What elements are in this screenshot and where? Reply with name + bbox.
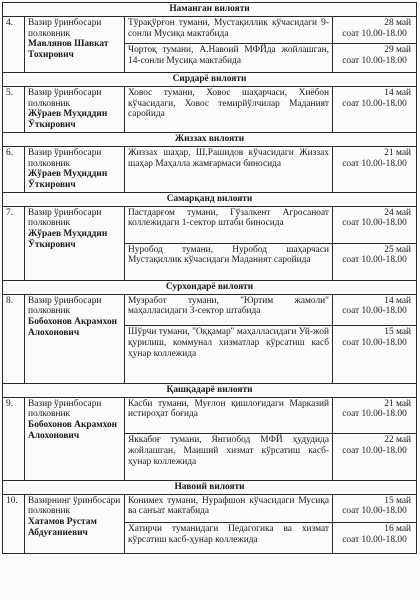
region-title: Жиззах вилояти xyxy=(3,132,417,146)
official-name: Хатамов Рустам Абдуғаниевич xyxy=(28,517,97,538)
region-title: Сурхондарё вилояти xyxy=(3,280,417,294)
event-location: Касби тумани, Муғлон қишлоғидаги Марказий истироҳат боғида xyxy=(125,397,333,434)
event-time: соат 10.00-18.00 xyxy=(342,218,407,229)
entry-number: 5. xyxy=(3,87,25,133)
official-position: Вазир ўринбосари полковник xyxy=(28,88,102,109)
region-title: Сирдарё вилояти xyxy=(3,73,417,87)
region-header-row xyxy=(3,192,417,206)
event-date: 24 май xyxy=(384,207,412,218)
official-cell xyxy=(25,397,125,480)
event-location: Ховос тумани, Ховос шаҳарчаси, Хиёбон кўчасидаги, Ховос темирйўлчилар Маданият саройида xyxy=(125,87,333,133)
official-cell xyxy=(25,17,125,73)
official-position: Вазирнинг ўринбосари полковник xyxy=(28,495,121,517)
official-name: Жўраев Муҳиддин Ўткирович xyxy=(28,109,108,131)
entry-number: 6. xyxy=(3,146,25,192)
official-name: Мавлянов Шавкат Тохирович xyxy=(28,39,109,61)
event-date-cell xyxy=(333,294,417,326)
table-row xyxy=(3,494,417,522)
region-title: Навоий вилояти xyxy=(3,480,417,494)
region-header-row xyxy=(3,383,417,397)
table-row xyxy=(3,294,417,326)
event-location: Хатирчи туманидаги Педагогика ва хизмат кўрсатиш касб-ҳунар коллежида xyxy=(125,523,333,554)
entry-number: 4. xyxy=(3,17,25,73)
event-date-cell xyxy=(333,17,417,44)
event-time: соат 10.00-18.00 xyxy=(342,55,407,66)
schedule-table xyxy=(2,2,417,554)
table-row xyxy=(3,206,417,243)
official-position: Вазир ўринбосари полковник xyxy=(28,147,102,169)
event-location: Шўрчи тумани, "Оққамар" маҳалласидаги Уй-жой қурилиш, коммунал хизматлар кўрсатиш касб ҳунар коллежида xyxy=(125,326,333,383)
event-date-cell xyxy=(333,397,417,434)
table-row xyxy=(3,87,417,133)
official-cell xyxy=(25,494,125,553)
entry-number: 8. xyxy=(3,294,25,383)
table-row xyxy=(3,397,417,434)
event-time: соат 10.00-18.00 xyxy=(342,409,407,420)
event-date: 16 май xyxy=(384,524,412,535)
region-title: Самарқанд вилояти xyxy=(3,192,417,206)
official-name: Бобохонов Акрамхон Алохонович xyxy=(28,420,118,441)
event-date-cell xyxy=(333,243,417,280)
event-date-cell xyxy=(333,87,417,133)
event-location: Чортоқ тумани, А.Навоий МФЙда жойлашган, 14-сонли Мусиқа мактабида xyxy=(125,44,333,73)
event-time: соат 10.00-18.00 xyxy=(342,506,407,517)
event-date: 29 май xyxy=(384,45,412,55)
official-cell xyxy=(25,206,125,280)
event-time: соат 10.00-18.00 xyxy=(342,158,407,169)
event-date-cell xyxy=(333,206,417,243)
official-position: Вазир ўринбосари полковник xyxy=(28,398,102,420)
official-name: Бобохонов Акрамхон Алохонович xyxy=(28,317,118,338)
entry-number: 7. xyxy=(3,206,25,280)
entry-number: 9. xyxy=(3,397,25,480)
event-date: 15 май xyxy=(384,495,412,506)
region-header-row xyxy=(3,3,417,17)
event-location: Музработ тумани, "Юртим жамоли" маҳалласидаги 3-сектор штабида xyxy=(125,294,333,326)
entry-number: 10. xyxy=(3,494,25,553)
event-location: Пастдарғом тумани, Гўзалкент Агросаноат коллежидаги 1-сектор штаби биносида xyxy=(125,206,333,243)
event-location: Конимех тумани, Нурафшон кўчасидаги Мусиқа ва санъат мактабида xyxy=(125,494,333,522)
region-header-row xyxy=(3,132,417,146)
event-date: 22 май xyxy=(384,435,412,446)
official-name: Жўраев Муҳиддин Ўткирович xyxy=(28,169,108,190)
official-name: Жўраев Муҳиддин Ўткирович xyxy=(28,229,108,250)
event-date: 21 май xyxy=(384,147,412,158)
official-position: Вазир ўринбосари полковник xyxy=(28,207,102,229)
region-title: Наманган вилояти xyxy=(3,3,417,17)
event-location: Нуробод тумани, Нуробод шаҳарчаси Мустақиллик кўчасидаги Маданият саройида xyxy=(125,243,333,280)
event-location: Тўрақўрғон тумани, Мустақиллик кўчасидаги 9-сонли Мусиқа мактабида xyxy=(125,17,333,44)
region-header-row xyxy=(3,480,417,494)
event-date: 14 май xyxy=(384,295,412,306)
event-date: 14 май xyxy=(384,88,412,98)
event-date-cell xyxy=(333,434,417,480)
event-date-cell xyxy=(333,494,417,522)
event-time: соат 10.00-18.00 xyxy=(342,446,407,457)
table-row xyxy=(3,146,417,192)
official-position: Вазир ўринбосари полковник xyxy=(28,18,102,39)
region-header-row xyxy=(3,280,417,294)
event-date-cell xyxy=(333,326,417,383)
event-date: 15 май xyxy=(384,327,412,338)
event-date: 25 май xyxy=(384,244,412,255)
event-time: соат 10.00-18.00 xyxy=(342,337,407,348)
event-time: соат 10.00-18.00 xyxy=(342,306,407,317)
event-time: соат 10.00-18.00 xyxy=(342,98,407,109)
region-title: Қашқадарё вилояти xyxy=(3,383,417,397)
event-location: Жиззах шаҳар, Ш.Рашидов кўчасидаги Жиззах шаҳар Маҳалла жамғармаси биносида xyxy=(125,146,333,192)
official-cell xyxy=(25,146,125,192)
event-date-cell xyxy=(333,523,417,554)
official-cell xyxy=(25,87,125,133)
official-position: Вазир ўринбосари полковник xyxy=(28,295,102,317)
table-row xyxy=(3,17,417,44)
official-cell xyxy=(25,294,125,383)
event-time: соат 10.00-18.00 xyxy=(342,255,407,266)
event-date: 28 май xyxy=(384,18,412,28)
event-time: соат 10.00-18.00 xyxy=(342,534,407,545)
event-time: соат 10.00-18.00 xyxy=(342,28,407,39)
event-date-cell xyxy=(333,146,417,192)
event-location: Яккабоғ тумани, Янгиобод МФЙ ҳудудида жойлашган, Маиший хизмат кўрсатиш касб-ҳунар коллежида xyxy=(125,434,333,480)
region-header-row xyxy=(3,73,417,87)
event-date-cell xyxy=(333,44,417,73)
event-date: 21 май xyxy=(384,398,412,409)
